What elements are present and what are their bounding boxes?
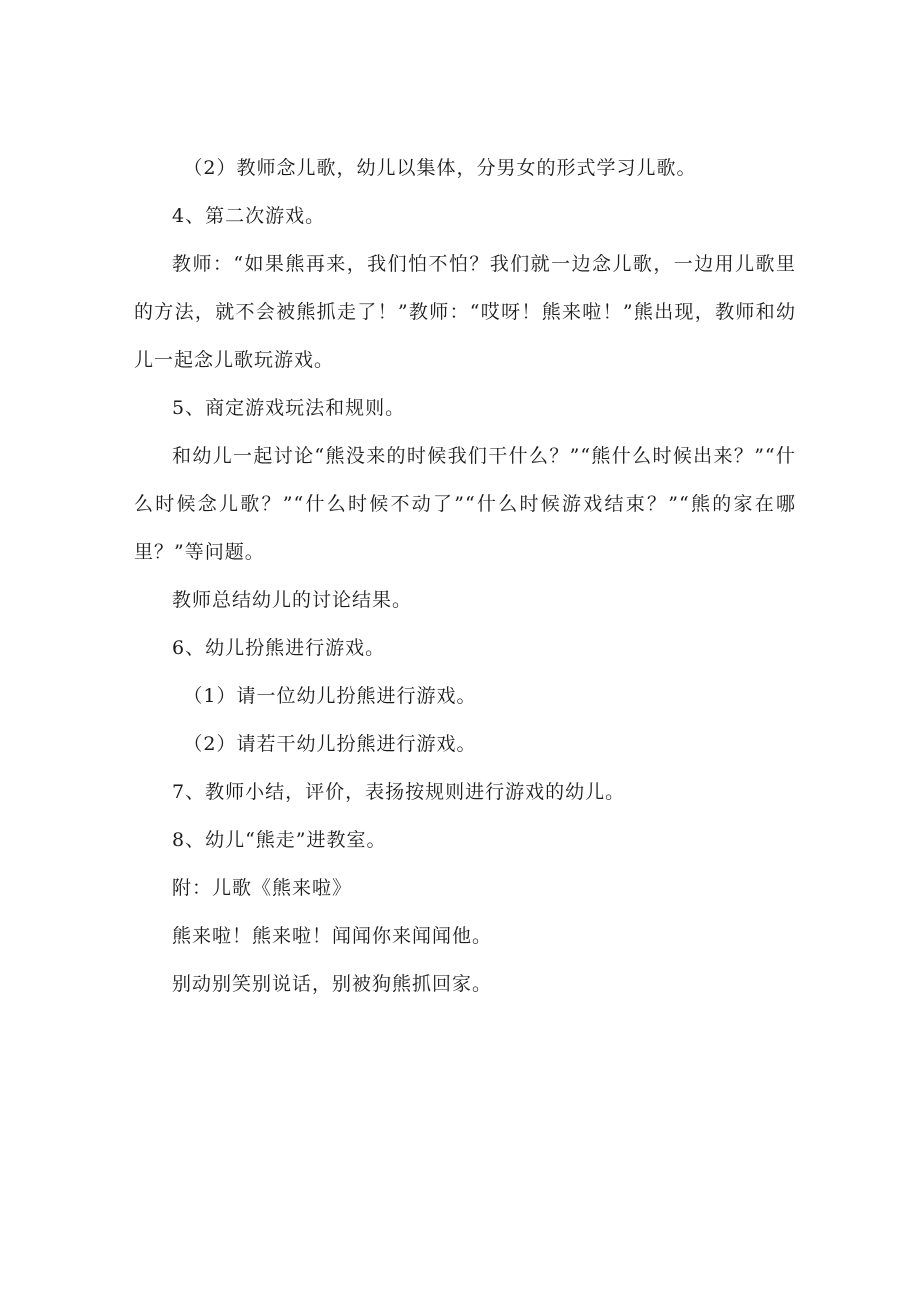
document-body bbox=[134, 144, 796, 1008]
paragraph-step-6-1: （1）请一位幼儿扮熊进行游戏。 bbox=[183, 685, 477, 707]
paragraph-step-3-2: （2）教师念儿歌，幼儿以集体，分男女的形式学习儿歌。 bbox=[183, 157, 697, 179]
rhyme-line-1: 熊来啦！熊来啦！闻闻你来闻闻他。 bbox=[172, 925, 493, 947]
paragraph-step-6-2: （2）请若干幼儿扮熊进行游戏。 bbox=[183, 733, 477, 755]
appendix-title: 附：儿歌《熊来啦》 bbox=[172, 877, 353, 899]
heading-step-8: 8、幼儿“熊走”进教室。 bbox=[172, 829, 387, 851]
rhyme-line-2: 别动别笑别说话，别被狗熊抓回家。 bbox=[172, 973, 493, 995]
heading-step-7: 7、教师小结，评价，表扬按规则进行游戏的幼儿。 bbox=[172, 781, 626, 803]
heading-step-4: 4、第二次游戏。 bbox=[172, 205, 326, 227]
paragraph-step-4-dialogue: 教师：“如果熊再来，我们怕不怕？我们就一边念儿歌，一边用儿歌里的方法，就不会被熊抓走了！”教师：“哎呀！熊来啦！”熊出现，教师和幼儿一起念儿歌玩游戏。 bbox=[134, 253, 796, 371]
heading-step-5: 5、商定游戏玩法和规则。 bbox=[172, 397, 406, 419]
paragraph-step-5-summary: 教师总结幼儿的讨论结果。 bbox=[172, 589, 413, 611]
paragraph-step-5-discussion: 和幼儿一起讨论“熊没来的时候我们干什么？”“熊什么时候出来？”“什么时候念儿歌？”“什么时候不动了”“什么时候游戏结束？”“熊的家在哪里？”等问题。 bbox=[134, 445, 796, 563]
heading-step-6: 6、幼儿扮熊进行游戏。 bbox=[172, 637, 386, 659]
